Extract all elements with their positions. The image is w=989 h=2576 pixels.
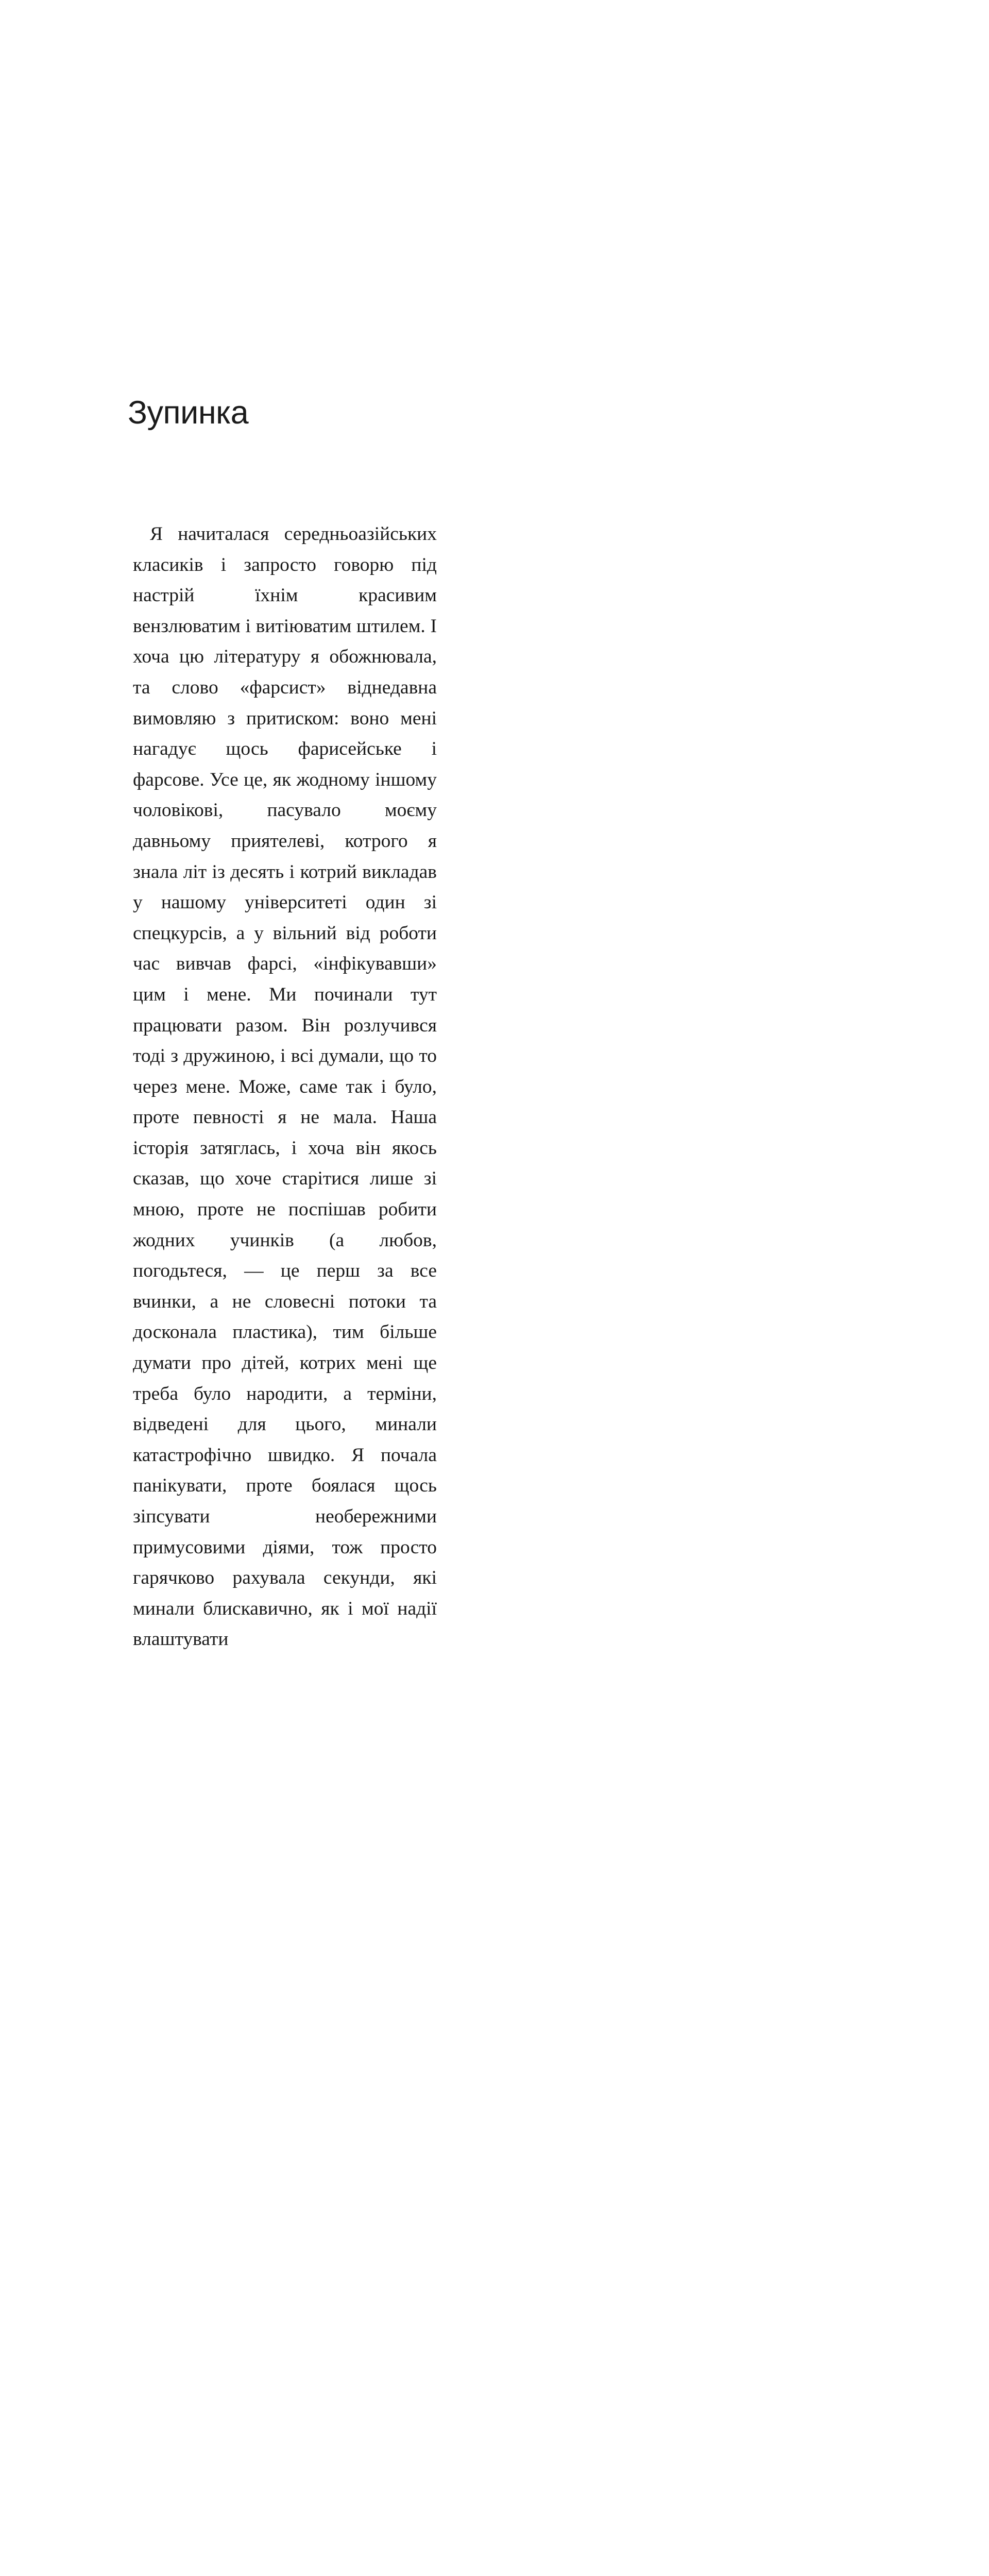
page-footer	[0, 1329, 520, 1412]
chapter-title: Зупинка	[128, 395, 249, 431]
body-text-block	[133, 519, 437, 1655]
book-page-sheet	[0, 0, 520, 1650]
body-paragraph: Я начиталася середньоазійських класиків і запросто говорю під настрій їхнім красивим вензлюватим і витіюватим штилем. І хоча цю літературу я обожнювала, та слово «фарсист» віднедавна вимовляю з притиском: воно мені нагадує щось фарисейське і фарсове. Усе це, як жодному іншому чоловікові, пасувало моєму давньому приятелеві, котрого я знала літ із десять і котрий викладав у нашому університеті один зі спецкурсів, а у вільний від роботи час вивчав фарсі, «інфікувавши» цим і мене. Ми починали тут працювати разом. Він розлучився тоді з дружиною, і всі думали, що то через мене. Може, саме так і було, проте певності я не мала. Наша історія затяглась, і хоча він якось сказав, що хоче старітися лише зі мною, проте не поспішав робити жодних учинків (а любов, погодьтеся, — це перш за все вчинки, а не словесні потоки та досконала пластика), тим більше думати про дітей, котрих мені ще треба було народити, а терміни, відведені для цього, минали катастрофічно швидко. Я почала панікувати, проте боялася щось зіпсувати необережними примусовими діями, тож просто гарячково рахувала секунди, які минали блискавично, як і мої надії влаштувати	[133, 523, 437, 1650]
